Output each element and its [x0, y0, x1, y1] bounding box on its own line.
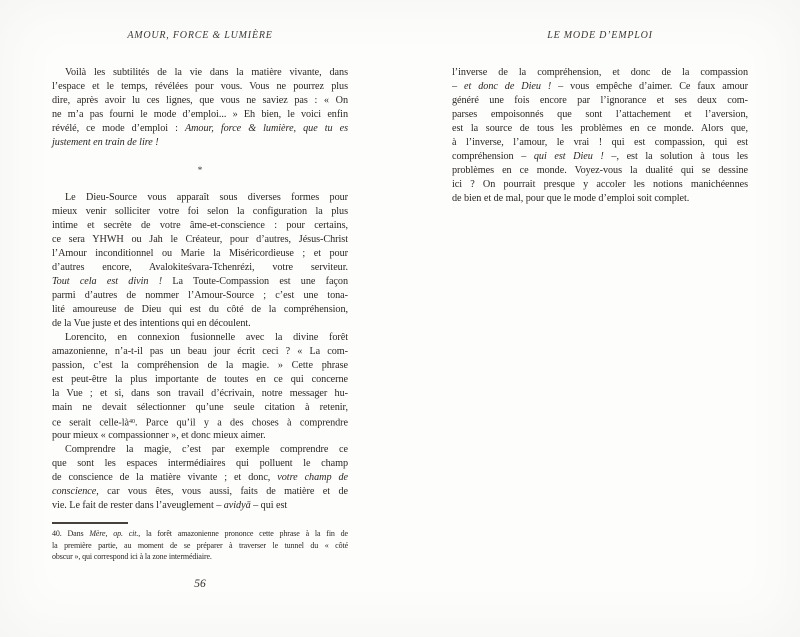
paragraph: [452, 66, 748, 206]
text-line: [52, 457, 348, 471]
text-run: – vous empêche d’aimer. Ce faux amour: [551, 81, 749, 92]
text-line: [52, 345, 348, 359]
text-line: [452, 66, 748, 80]
text-run: parses empoisonnés que sont l’attachement et l’aversion,: [452, 109, 748, 120]
text-run: compréhension –: [452, 151, 534, 162]
text-line: [52, 80, 348, 94]
text-line: [452, 136, 748, 150]
text-run: à l’inverse, l’amour, le vrai ! qui est compassion, qui est: [452, 137, 748, 148]
page-number: 56: [194, 578, 206, 590]
text-line: [452, 80, 748, 94]
text-line: [452, 178, 748, 192]
text-run: dire, après avoir lu ces lignes, que vous ne saviez pas : « On: [52, 95, 348, 106]
text-run: mieux venir solliciter votre foi selon la configuration la plus: [52, 206, 348, 217]
text-line: [452, 192, 748, 206]
footnote-rule: [52, 522, 128, 524]
text-run: La Toute-Compassion est une façon: [162, 276, 348, 287]
italic-text: conscience: [52, 486, 97, 497]
text-run: pour mieux « compassionner », et donc mieux aimer.: [52, 430, 266, 441]
text-run: que sont les espaces intermédiaires qui polluent le champ: [52, 458, 348, 469]
paragraph: [52, 331, 348, 443]
text-line: [52, 485, 348, 499]
text-line: [452, 164, 748, 178]
text-run: , car vous êtes, vous aussi, faits de matière et de: [96, 486, 348, 497]
text-line: [52, 122, 348, 136]
text-run: l’Amour inconditionnel ou Marie la Miséricordieuse ; et pour: [52, 248, 348, 259]
text-line: [52, 429, 348, 443]
text-line: [452, 150, 748, 164]
footnote-line: [52, 528, 348, 540]
text-line: [452, 94, 748, 108]
italic-text: Tout cela est divin !: [52, 276, 163, 287]
text-line: [52, 219, 348, 233]
text-run: . Parce qu’il y a des choses à comprendre: [134, 417, 348, 429]
text-run: la Vue ; et si, dans son travail d’écrivain, notre messager hu-: [52, 388, 348, 399]
text-line: [452, 108, 748, 122]
text-run: est la source de tous les problèmes en ce monde. Alors que,: [452, 123, 748, 134]
text-run: Le Dieu-Source vous apparaît sous diverses formes pour: [65, 192, 348, 203]
italic-text: avidyā: [223, 500, 251, 511]
text-run: problèmes en ce monde. Voyez-vous la dualité qui se dessine: [452, 165, 748, 176]
text-line: [52, 136, 348, 150]
text-column-right: [452, 66, 748, 206]
footnote-line: [52, 540, 348, 552]
paragraph: [52, 191, 348, 331]
text-line: [52, 359, 348, 373]
italic-text: qui est Dieu !: [533, 151, 604, 162]
text-run: lité amoureuse de Dieu qui est du côté de la compréhension,: [52, 304, 348, 315]
italic-text: votre champ de: [277, 472, 348, 483]
text-run: est peut-être la plus importante de toutes en ce qui concerne: [52, 374, 348, 385]
footnote-line: [52, 551, 348, 563]
text-run: de bien et de mal, pour que le mode d’emploi soit complet.: [452, 193, 690, 204]
text-line: [52, 401, 348, 415]
italic-text: Mère, op. cit.: [89, 529, 139, 538]
text-line: [452, 122, 748, 136]
text-run: intime et secrète de votre âme-et-conscience : pour certains,: [52, 220, 348, 231]
text-run: ce serait celle-là: [52, 417, 129, 429]
text-line: [52, 499, 348, 513]
text-line: [52, 443, 348, 457]
text-run: , la forêt amazonienne prononce cette phrase à la fin de: [138, 529, 348, 538]
running-head-right: LE MODE D’EMPLOI: [547, 30, 653, 41]
text-line: [52, 317, 348, 331]
text-run: ce sera YHWH ou Jah le Créateur, pour d’autres, Jésus-Christ: [52, 234, 348, 245]
text-line: [52, 94, 348, 108]
text-run: Lorencito, en connexion fusionnelle avec la divine forêt: [65, 332, 348, 343]
text-line: [52, 275, 348, 289]
text-line: [52, 303, 348, 317]
text-run: d’autres encore, Avalokiteśvara-Tchenrézi, votre serviteur.: [52, 262, 348, 273]
text-run: ici ? On pourrait presque y accoler les notions manichéennes: [452, 179, 748, 190]
text-run: l’inverse de la compréhension, et donc de la compassion: [452, 67, 748, 78]
paragraph: [52, 443, 348, 513]
text-column-left: [52, 66, 348, 513]
text-run: –, est la solution à tous les: [603, 151, 748, 162]
text-run: passion, c’est la compréhension de la magie. » Cette phrase: [52, 360, 348, 371]
right-page: [452, 0, 748, 637]
text-run: ne m’a pas fourni le mode d’emploi... » Eh bien, le voici enfin: [52, 109, 348, 120]
text-run: Voilà les subtilités de la vie dans la matière vivante, dans: [65, 67, 348, 78]
text-run: amazonienne, n’a-t-il pas un beau jour écrit ceci ? « La com-: [52, 346, 348, 357]
text-line: [52, 331, 348, 345]
text-run: Comprendre la magie, c’est par exemple comprendre ce: [65, 444, 348, 455]
text-run: la première partie, au moment de se préparer à traverser le tunnel du « côté: [52, 540, 348, 550]
italic-text: et donc de Dieu !: [464, 81, 552, 92]
text-run: parmi d’autres de nommer l’Amour-Source ; c’est une tona-: [52, 290, 348, 301]
text-run: généré une fois encore par l’ignorance et ses deux com-: [452, 95, 748, 106]
footnote: [52, 528, 348, 563]
text-line: [52, 66, 348, 80]
text-line: [52, 191, 348, 205]
text-run: l’espace et le temps, révélées pour vous. Vous ne pourrez plus: [52, 81, 348, 92]
footnote-reference: 40: [128, 419, 135, 425]
italic-text: Amour, force & lumière, que tu es: [184, 123, 348, 134]
text-line: [52, 289, 348, 303]
text-line: [52, 415, 348, 429]
text-run: main ne devait sélectionner qu’une seule citation à retenir,: [52, 402, 348, 413]
text-line: [52, 471, 348, 485]
text-run: révélé, ce mode d’emploi :: [52, 123, 185, 134]
text-line: [52, 387, 348, 401]
text-run: de conscience de la matière vivante ; et donc,: [52, 472, 278, 483]
left-page: [52, 0, 348, 637]
text-line: [52, 233, 348, 247]
text-run: obscur », qui correspond ici à la zone intermédiaire.: [52, 552, 212, 561]
text-run: – qui est: [250, 500, 288, 511]
text-line: [52, 205, 348, 219]
text-run: –: [452, 81, 465, 92]
running-head-left: AMOUR, FORCE & LUMIÈRE: [127, 30, 273, 41]
text-run: de la Vue juste et des intentions qui en découlent.: [52, 318, 251, 329]
text-run: 40. Dans: [52, 529, 90, 538]
text-line: [52, 108, 348, 122]
italic-text: justement en train de lire !: [52, 137, 159, 148]
text-run: vie. Le fait de rester dans l’aveuglement –: [52, 500, 224, 511]
text-line: [52, 373, 348, 387]
text-line: [52, 247, 348, 261]
separator-asterisk: *: [197, 165, 203, 176]
text-line: [52, 261, 348, 275]
paragraph: [52, 66, 348, 150]
